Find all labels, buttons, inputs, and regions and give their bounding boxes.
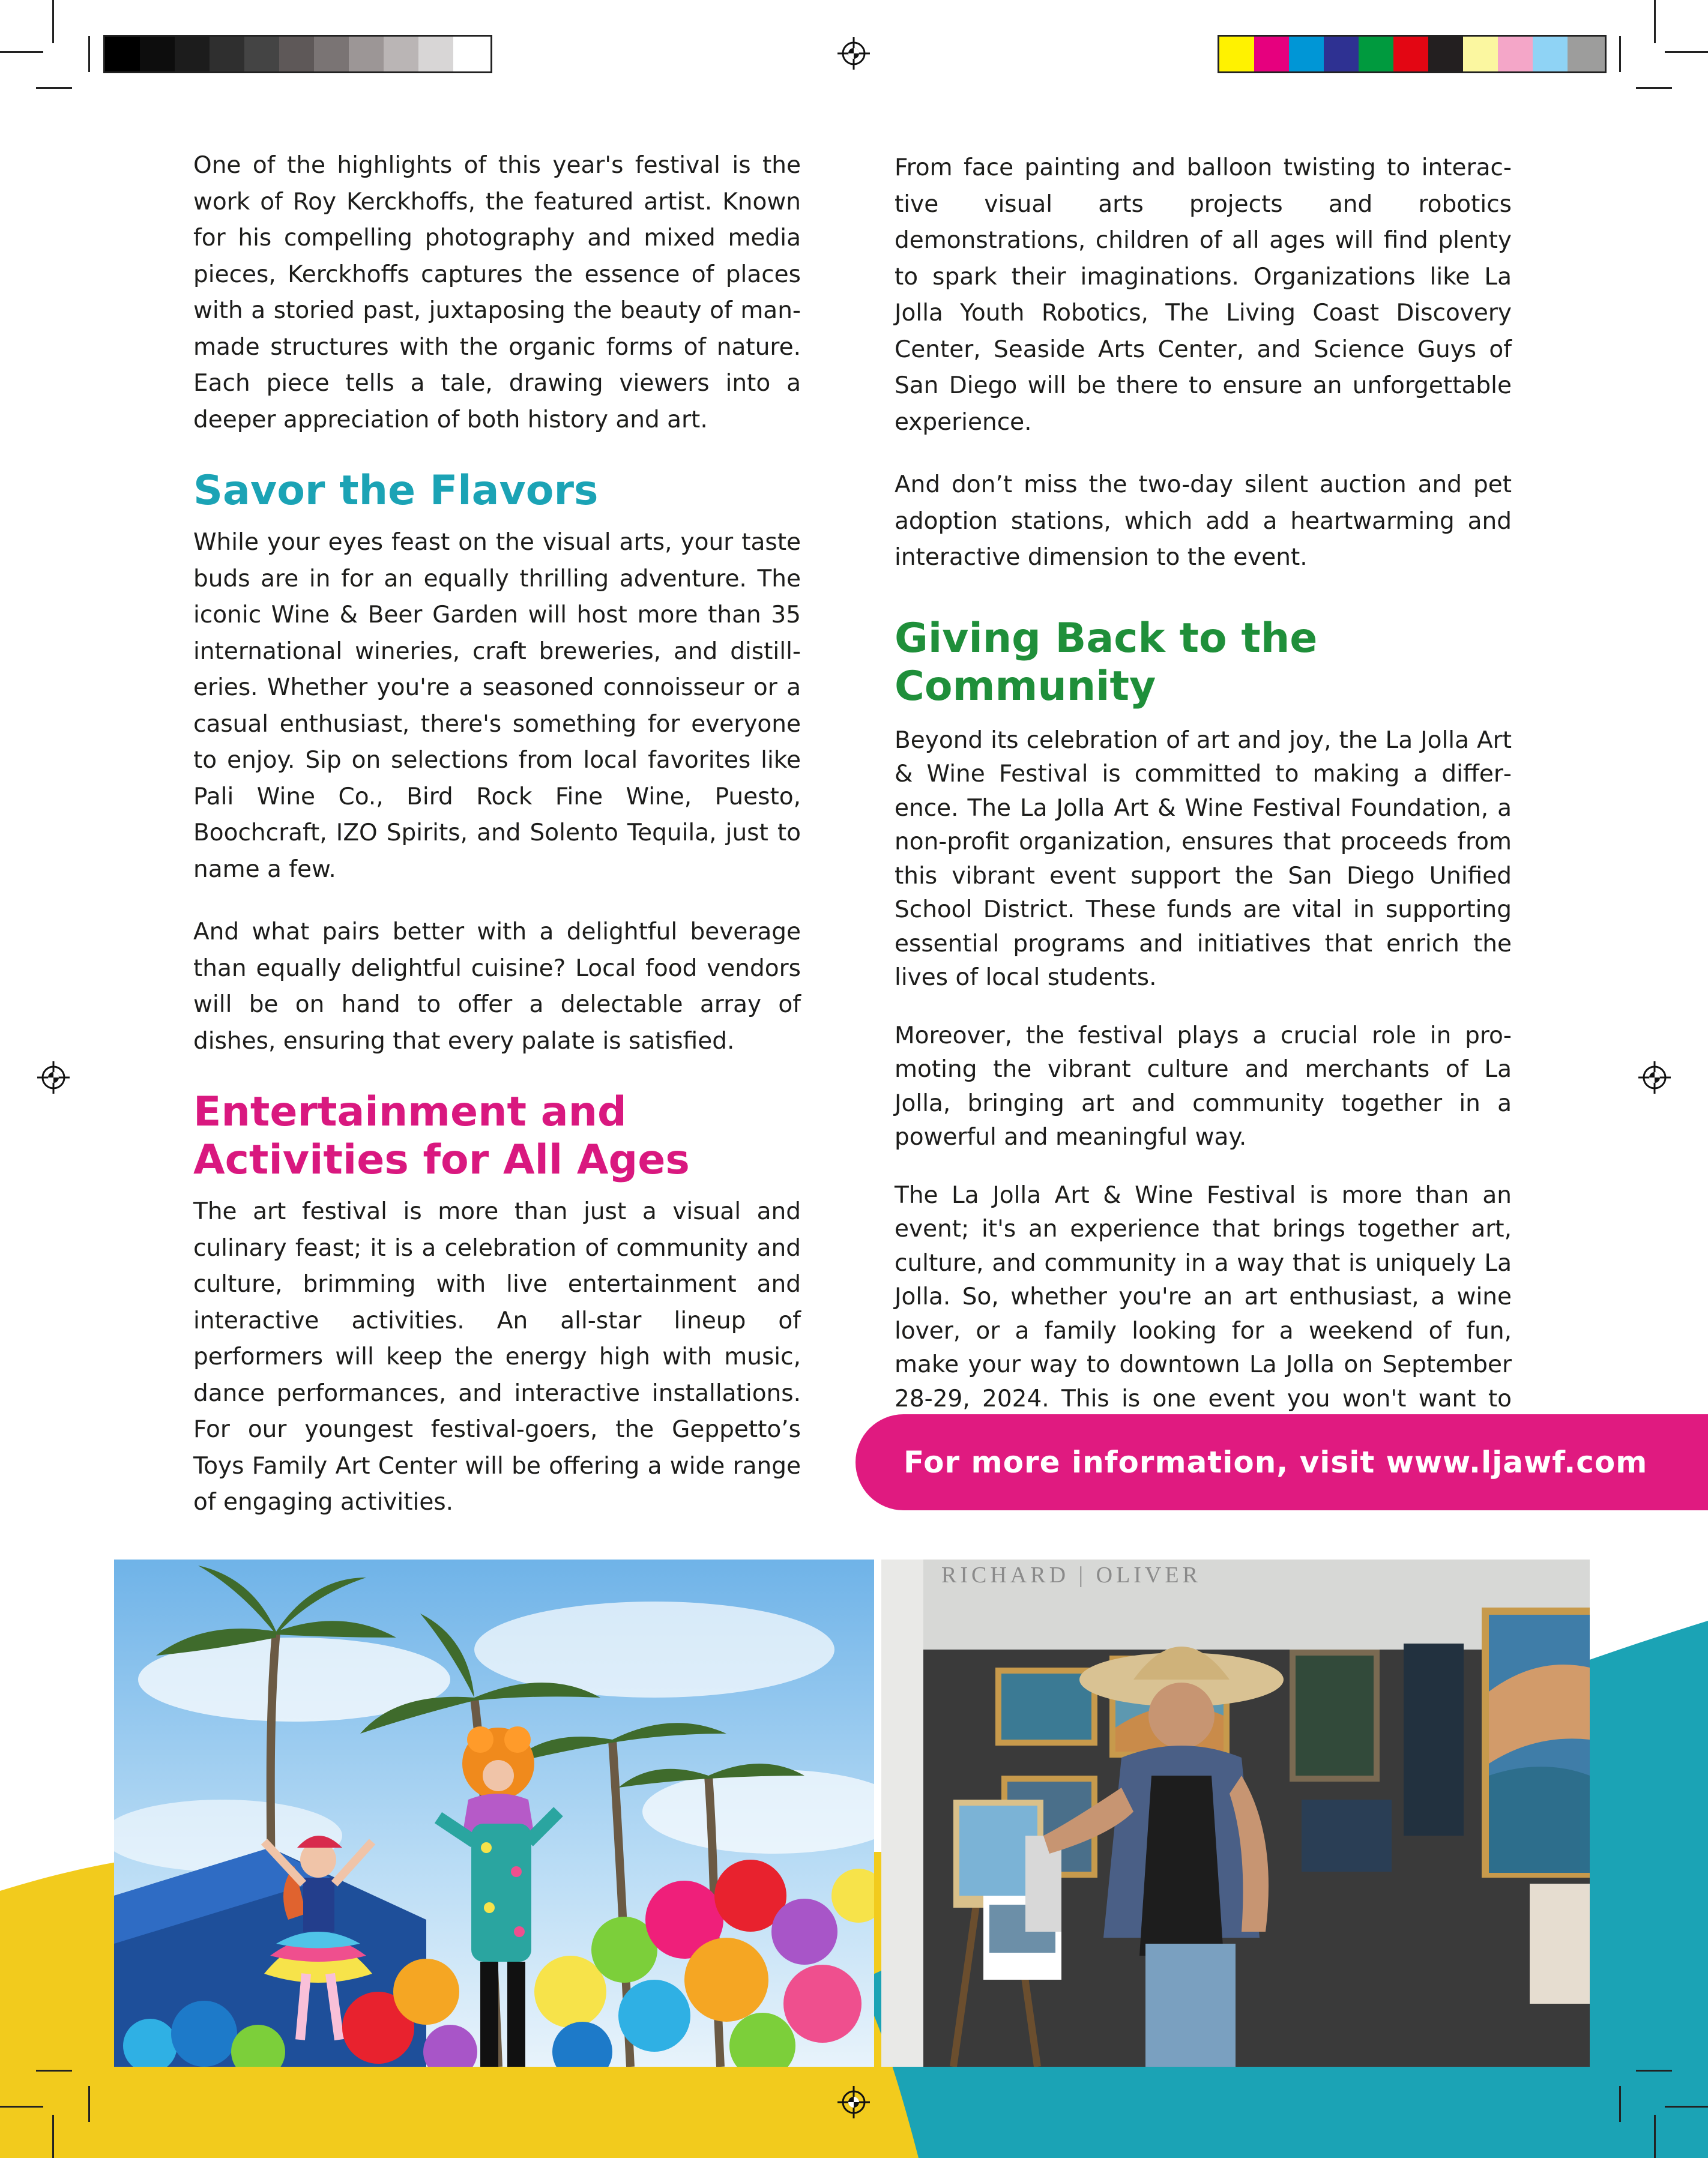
giving-back-heading: Giving Back to the Community (895, 614, 1318, 710)
merchants-paragraph: Moreover, the festival plays a crucial role in promoting the vibrant culture and merchants of La Jolla, bringing art and community together in a powerful and meaningful way. (895, 1022, 1512, 1151)
registration-mark-icon (837, 37, 870, 70)
registration-mark-icon (1638, 1061, 1671, 1094)
process-color-bar (1218, 35, 1607, 73)
entertainment-heading-line2: Activities for All Ages (193, 1136, 690, 1184)
more-info-banner[interactable] (856, 1414, 1708, 1510)
wine-beer-garden-paragraph: While your eyes feast on the visual arts, your taste buds are in for an equally thrilling adventure. The iconic Wine & Beer Garden will host more than 35 international wineries, craft breweries, and distilleries. Whether you're a seasoned connoisseur or a casual enthusiast, there's something for everyone to enjoy. Sip on selections from local favorites like Pali Wine Co., Bird Rock Fine Wine, Puesto, Boochcraft, IZO Spirits, and Solento Tequila, just to name a few. (193, 529, 801, 883)
entertainment-heading (193, 1088, 801, 1184)
kids-activities-paragraph: From face painting and balloon twisting to interactive visual arts projects and robotics demonstrations, children of all ages will find plenty to spark their imaginations. Organizations like La Jolla Youth Robotics, The Living Coast Discovery Center, Seaside Arts Center, and Science Guys of San Diego will be there to ensure an unforgettable experience. (895, 154, 1512, 436)
more-info-link[interactable]: For more information, visit www.ljawf.com (904, 1445, 1648, 1480)
featured-artist-paragraph: One of the highlights of this year's festival is the work of Roy Kerckhoffs, the featured artist. Known for his compelling photography and mixed media pieces, Kerckhoffs captures the essence of places with a storied past, juxtaposing the beauty of man-made structures with the organic forms of nature. Each piece tells a tale, drawing viewers into a deeper appreciation of both history and art. (193, 152, 801, 433)
registration-mark-icon (837, 2086, 870, 2118)
right-column (895, 150, 1512, 1450)
entertainment-heading-line1: Entertainment and (193, 1088, 627, 1136)
food-vendors-paragraph: And what pairs better with a delightful beverage than equally delightful cuisine? Local food vendors will be on hand to offer a delectable array of dishes, ensuring that every palate is satisfied. (193, 918, 801, 1055)
registration-mark-icon (37, 1061, 70, 1094)
foundation-paragraph: Beyond its celebration of art and joy, the La Jolla Art & Wine Festival is committed to making a difference. The La Jolla Art & Wine Festival Foundation, a non-profit organization, ensures that proceeds from this vibrant event support the San Diego Unified School District. These funds are vital in supporting essential programs and initiatives that enrich the lives of local students. (895, 726, 1512, 991)
artist-painting-photo (881, 1560, 1590, 2067)
grayscale-color-bar (103, 35, 492, 73)
closing-paragraph: The La Jolla Art & Wine Festival is more than an event; it's an experience that brings together art, culture, and community in a way that is uniquely La Jolla. So, whether you're an art enthusiast, a wine lover, or a family looking for a weekend of fun, make your way to downtown La Jolla on September 28-29, 2024. This is one event you won't want to (895, 1181, 1512, 1412)
booth-sign-text: RICHARD | OLIVER (941, 1563, 1201, 1588)
entertainment-paragraph: The art festival is more than just a visual and culinary feast; it is a celebration of community and culture, brimming with live entertainment and interactive activities. An all-star lineup of performers will keep the energy high with music, dance performances, and interactive installations. For our youngest festival-goers, the Geppetto’s Toys Family Art Center will be offering a wide range of engaging activities. (193, 1198, 801, 1516)
silent-auction-paragraph: And don’t miss the two-day silent auction and pet adoption stations, which add a heartwarming and interactive dimension to the event. (895, 471, 1512, 571)
savor-the-flavors-heading: Savor the Flavors (193, 467, 599, 514)
left-column (193, 148, 801, 1521)
performers-balloons-photo (114, 1560, 874, 2067)
